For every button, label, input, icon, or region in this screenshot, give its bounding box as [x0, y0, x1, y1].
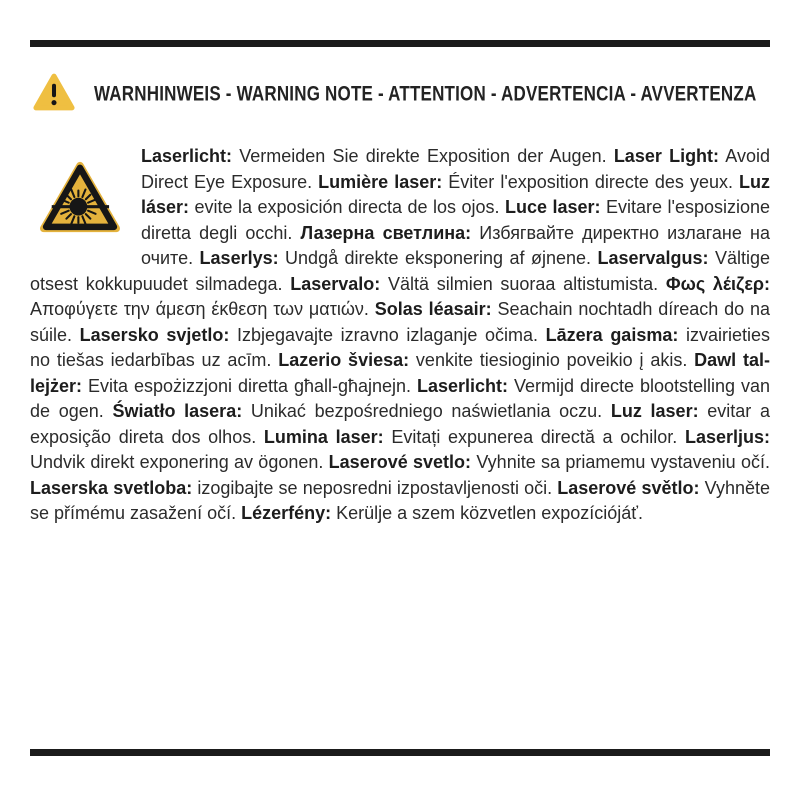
warning-term: Laserljus: [684, 426, 770, 447]
warning-term: Luz láser: [141, 171, 770, 217]
warning-sentence: Vermijd directe blootstelling van de ogen. [30, 375, 771, 421]
warning-term: Lasersko svjetlo: [79, 324, 230, 345]
warning-sentence: izogibajte se neposredni izpostavljenosti oči. [192, 477, 558, 498]
warning-sentence: evite la exposición directa de los ojos. [189, 197, 506, 217]
warning-sentence: venkite tiesioginio poveikio į akis. [409, 350, 695, 370]
warning-term: Dawl tal-lejżer: [30, 350, 771, 396]
warning-sentence: Evitați expunerea directă a ochilor. [383, 426, 685, 447]
warning-sentence: Vältä silmien suoraa altistumista. [380, 273, 666, 294]
warning-term: Лазерна светлина: [300, 222, 472, 243]
warning-term: Laservalgus: [597, 248, 709, 268]
warning-sentence: Unikać bezpośredniego naświetlania oczu. [242, 401, 611, 421]
warning-term: Laserové světlo: [557, 477, 700, 498]
warning-header [33, 74, 770, 114]
warning-sentence: izvairieties no tiešas iedarbības uz acīm. [30, 324, 770, 370]
warning-term: Solas léasair: [374, 299, 492, 319]
warning-term: Laser Light: [613, 146, 720, 166]
warning-term: Luz laser: [610, 401, 699, 421]
warning-sentence: Evitare l'esposizione diretta degli occhi. [141, 197, 771, 243]
warning-sentence: Избягвайте директно излагане на очите. [141, 222, 770, 268]
top-divider-bar [30, 40, 770, 47]
laser-warning-icon [38, 152, 130, 248]
warning-sentence: Vyhnite sa priamemu vystaveniu očí. [471, 452, 770, 472]
warning-term: Lumina laser: [263, 426, 384, 447]
warning-sentence: Undvik direkt exponering av ögonen. [30, 452, 329, 472]
warning-body [30, 144, 770, 527]
warning-sentence: Seachain nochtadh díreach do na súile. [30, 299, 770, 345]
warning-term: Światło lasera: [112, 401, 243, 421]
warning-sentence: Vyhněte se přímému zasažení očí. [30, 477, 770, 523]
warning-sentence: Izbjegavajte izravno izlaganje očima. [229, 324, 546, 345]
warning-sentence: Avoid Direct Eye Exposure. [141, 146, 770, 192]
warning-term: Φως λέιζερ: [665, 273, 771, 294]
warning-term: Laserlicht: [141, 146, 233, 166]
warning-sentence: Αποφύγετε την άμεση έκθεση των ματιών. [30, 299, 375, 319]
warning-term: Laservalo: [290, 273, 381, 294]
exclamation-triangle-icon [33, 73, 75, 116]
warning-sentence: Evita espożizzjoni diretta għall-għajnejn. [82, 375, 418, 396]
warning-heading: WARNHINWEIS - WARNING NOTE - ATTENTION - ADVERTENCIA - AVVERTENZA [94, 81, 757, 106]
warning-term: Luce laser: [505, 197, 601, 217]
warning-term: Laserlys: [199, 248, 279, 268]
warning-term: Laserlicht: [417, 375, 509, 396]
warning-term: Laserska svetloba: [30, 477, 193, 498]
warning-sentence: Undgå direkte eksponering af øjnene. [278, 248, 598, 268]
warning-sentence: Éviter l'exposition directe des yeux. [442, 171, 739, 192]
warning-term: Lāzera gaisma: [545, 324, 679, 345]
warning-term: Lézerfény: [241, 503, 332, 523]
warning-text [30, 146, 770, 523]
warning-term: Lumière laser: [318, 171, 443, 192]
warning-term: Laserové svetlo: [328, 452, 472, 472]
warning-sentence: Vältige otsest kokkupuudet silmadega. [30, 248, 770, 294]
warning-sentence: evitar a exposição direta dos olhos. [30, 401, 770, 447]
warning-term: Lazerio šviesa: [278, 350, 410, 370]
warning-sentence: Vermeiden Sie direkte Exposition der Augen. [232, 146, 614, 166]
warning-sentence: Kerülje a szem közvetlen expozíciójáť. [331, 503, 644, 523]
bottom-divider-bar [30, 749, 770, 756]
